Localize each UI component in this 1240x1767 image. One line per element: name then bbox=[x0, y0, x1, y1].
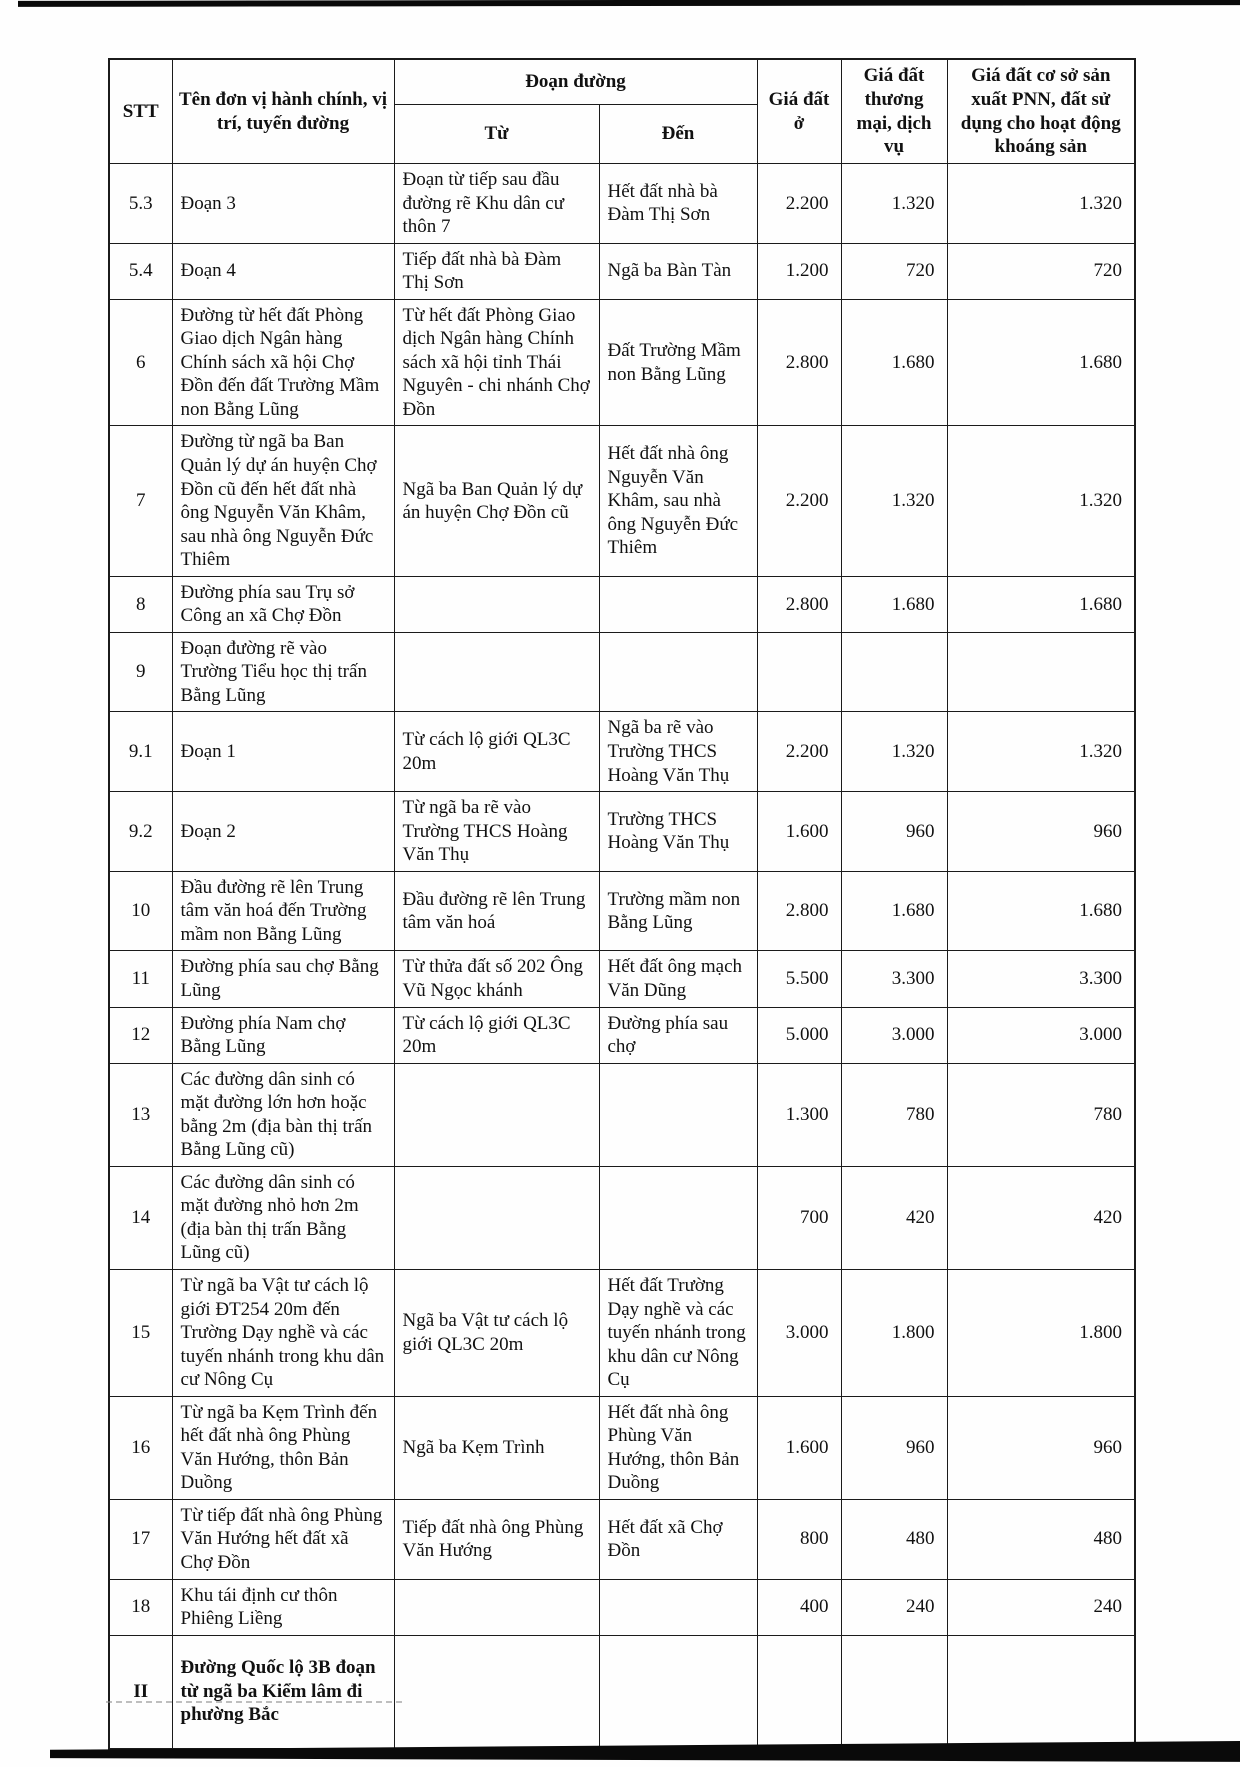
cell-to: Hết đất xã Chợ Đồn bbox=[599, 1499, 757, 1579]
cell-admin-unit: Từ tiếp đất nhà ông Phùng Văn Hướng hết đất xã Chợ Đồn bbox=[172, 1499, 394, 1579]
cell-admin-unit: Đường phía sau chợ Bằng Lũng bbox=[172, 951, 394, 1007]
cell-to: Ngã ba rẽ vào Trường THCS Hoàng Văn Thụ bbox=[599, 712, 757, 792]
cell-admin-unit: Các đường dân sinh có mặt đường nhỏ hơn 2m (địa bàn thị trấn Bằng Lũng cũ) bbox=[172, 1166, 394, 1269]
cell-to: Đất Trường Mầm non Bằng Lũng bbox=[599, 299, 757, 426]
cell-price-residential: 2.200 bbox=[757, 164, 841, 244]
cell-price-commercial: 1.320 bbox=[841, 712, 947, 792]
table-row bbox=[109, 1579, 1135, 1635]
cell-to: Đường phía sau chợ bbox=[599, 1007, 757, 1063]
cell-price-commercial: 1.680 bbox=[841, 871, 947, 951]
cell-to bbox=[599, 632, 757, 712]
cell-price-pnn: 1.320 bbox=[947, 164, 1135, 244]
cell-price-pnn: 3.000 bbox=[947, 1007, 1135, 1063]
cell-admin-unit: Từ ngã ba Kẹm Trình đến hết đất nhà ông Phùng Văn Hướng, thôn Bản Duồng bbox=[172, 1396, 394, 1499]
cell-stt: 11 bbox=[109, 951, 172, 1007]
cell-stt: 6 bbox=[109, 299, 172, 426]
table-header bbox=[109, 59, 1135, 164]
cell-to: Hết đất nhà ông Nguyễn Văn Khâm, sau nhà ông Nguyễn Đức Thiêm bbox=[599, 426, 757, 576]
cell-admin-unit: Đường phía Nam chợ Bằng Lũng bbox=[172, 1007, 394, 1063]
table-row bbox=[109, 1166, 1135, 1269]
table-row bbox=[109, 243, 1135, 299]
table-row bbox=[109, 426, 1135, 576]
table-row bbox=[109, 951, 1135, 1007]
cell-price-residential bbox=[757, 632, 841, 712]
cell-stt: 15 bbox=[109, 1269, 172, 1396]
cell-admin-unit: Từ ngã ba Vật tư cách lộ giới ĐT254 20m đến Trường Dạy nghề và các tuyến nhánh trong khu dân cư Nông Cụ bbox=[172, 1269, 394, 1396]
cell-stt: 18 bbox=[109, 1579, 172, 1635]
cell-price-commercial: 1.800 bbox=[841, 1269, 947, 1396]
cell-from: Ngã ba Vật tư cách lộ giới QL3C 20m bbox=[394, 1269, 599, 1396]
cell-price-commercial: 780 bbox=[841, 1063, 947, 1166]
cell-price-pnn: 1.320 bbox=[947, 712, 1135, 792]
cell-price-commercial: 1.680 bbox=[841, 576, 947, 632]
cell-stt: 13 bbox=[109, 1063, 172, 1166]
table-row bbox=[109, 299, 1135, 426]
cell-to: Trường mầm non Bằng Lũng bbox=[599, 871, 757, 951]
cell-price-residential: 3.000 bbox=[757, 1269, 841, 1396]
cell-price-commercial: 1.320 bbox=[841, 426, 947, 576]
cell-stt: 12 bbox=[109, 1007, 172, 1063]
cell-price-pnn bbox=[947, 1635, 1135, 1749]
table-row bbox=[109, 1635, 1135, 1749]
cell-to bbox=[599, 1166, 757, 1269]
cell-stt: 9.1 bbox=[109, 712, 172, 792]
cell-stt: 16 bbox=[109, 1396, 172, 1499]
cell-price-residential: 1.600 bbox=[757, 1396, 841, 1499]
cell-admin-unit: Các đường dân sinh có mặt đường lớn hơn hoặc bằng 2m (địa bàn thị trấn Bằng Lũng cũ) bbox=[172, 1063, 394, 1166]
cell-to: Hết đất ông mạch Văn Dũng bbox=[599, 951, 757, 1007]
cell-to bbox=[599, 1635, 757, 1749]
cell-price-residential: 5.000 bbox=[757, 1007, 841, 1063]
table-row bbox=[109, 1063, 1135, 1166]
cell-price-commercial: 960 bbox=[841, 1396, 947, 1499]
cell-stt: 10 bbox=[109, 871, 172, 951]
table-row bbox=[109, 632, 1135, 712]
cell-price-pnn: 960 bbox=[947, 1396, 1135, 1499]
cell-from bbox=[394, 1579, 599, 1635]
cell-to: Trường THCS Hoàng Văn Thụ bbox=[599, 792, 757, 872]
cell-from bbox=[394, 576, 599, 632]
cell-from: Từ cách lộ giới QL3C 20m bbox=[394, 712, 599, 792]
table-row bbox=[109, 1396, 1135, 1499]
cell-stt: 17 bbox=[109, 1499, 172, 1579]
cell-admin-unit: Đoạn đường rẽ vào Trường Tiểu học thị trấn Bằng Lũng bbox=[172, 632, 394, 712]
cell-price-residential: 2.200 bbox=[757, 426, 841, 576]
cell-price-commercial: 720 bbox=[841, 243, 947, 299]
cell-from: Từ hết đất Phòng Giao dịch Ngân hàng Chính sách xã hội tỉnh Thái Nguyên - chi nhánh Chợ Đồn bbox=[394, 299, 599, 426]
cell-from: Từ cách lộ giới QL3C 20m bbox=[394, 1007, 599, 1063]
scan-artifact-top-bar bbox=[18, 0, 1240, 7]
cell-price-pnn: 1.680 bbox=[947, 299, 1135, 426]
cell-price-commercial: 420 bbox=[841, 1166, 947, 1269]
cell-admin-unit: Đường Quốc lộ 3B đoạn từ ngã ba Kiểm lâm đi phường Bắc bbox=[172, 1635, 394, 1749]
cell-admin-unit: Đường từ hết đất Phòng Giao dịch Ngân hàng Chính sách xã hội Chợ Đồn đến đất Trường Mầm non Bằng Lũng bbox=[172, 299, 394, 426]
cell-admin-unit: Đầu đường rẽ lên Trung tâm văn hoá đến Trường mầm non Bằng Lũng bbox=[172, 871, 394, 951]
cell-to bbox=[599, 576, 757, 632]
cell-to bbox=[599, 1063, 757, 1166]
cell-price-commercial: 3.000 bbox=[841, 1007, 947, 1063]
cell-admin-unit: Đoạn 3 bbox=[172, 164, 394, 244]
cell-from: Từ ngã ba rẽ vào Trường THCS Hoàng Văn Thụ bbox=[394, 792, 599, 872]
table-row bbox=[109, 1269, 1135, 1396]
table-row bbox=[109, 1007, 1135, 1063]
cell-price-residential: 800 bbox=[757, 1499, 841, 1579]
cell-price-pnn: 240 bbox=[947, 1579, 1135, 1635]
header-from: Từ bbox=[394, 105, 599, 164]
cell-admin-unit: Đoạn 4 bbox=[172, 243, 394, 299]
table-row bbox=[109, 712, 1135, 792]
cell-price-residential: 1.300 bbox=[757, 1063, 841, 1166]
cell-price-pnn: 1.680 bbox=[947, 871, 1135, 951]
cell-price-pnn: 960 bbox=[947, 792, 1135, 872]
cell-stt: 14 bbox=[109, 1166, 172, 1269]
cell-price-pnn: 1.680 bbox=[947, 576, 1135, 632]
cell-to: Hết đất Trường Dạy nghề và các tuyến nhánh trong khu dân cư Nông Cụ bbox=[599, 1269, 757, 1396]
table-row bbox=[109, 164, 1135, 244]
cell-price-pnn bbox=[947, 632, 1135, 712]
cell-price-commercial bbox=[841, 632, 947, 712]
cell-admin-unit: Khu tái định cư thôn Phiêng Liềng bbox=[172, 1579, 394, 1635]
cell-admin-unit: Đoạn 1 bbox=[172, 712, 394, 792]
cell-price-residential bbox=[757, 1635, 841, 1749]
table-row bbox=[109, 792, 1135, 872]
cell-admin-unit: Đoạn 2 bbox=[172, 792, 394, 872]
cell-from bbox=[394, 632, 599, 712]
cell-price-pnn: 480 bbox=[947, 1499, 1135, 1579]
header-stt: STT bbox=[109, 59, 172, 164]
cell-to bbox=[599, 1579, 757, 1635]
cell-price-commercial: 1.320 bbox=[841, 164, 947, 244]
cell-stt: 9.2 bbox=[109, 792, 172, 872]
cell-price-residential: 2.800 bbox=[757, 576, 841, 632]
cell-admin-unit: Đường từ ngã ba Ban Quản lý dự án huyện Chợ Đồn cũ đến hết đất nhà ông Nguyễn Văn Khâm, sau nhà ông Nguyễn Đức Thiêm bbox=[172, 426, 394, 576]
cell-from: Đầu đường rẽ lên Trung tâm văn hoá bbox=[394, 871, 599, 951]
table-row bbox=[109, 871, 1135, 951]
cell-stt: 5.3 bbox=[109, 164, 172, 244]
cell-stt: II bbox=[109, 1635, 172, 1749]
cell-price-residential: 2.800 bbox=[757, 871, 841, 951]
cell-stt: 9 bbox=[109, 632, 172, 712]
cell-price-residential: 2.200 bbox=[757, 712, 841, 792]
land-price-table bbox=[108, 58, 1136, 1750]
cell-stt: 8 bbox=[109, 576, 172, 632]
cell-price-residential: 400 bbox=[757, 1579, 841, 1635]
cell-from bbox=[394, 1166, 599, 1269]
cell-stt: 7 bbox=[109, 426, 172, 576]
cell-from: Đoạn từ tiếp sau đầu đường rẽ Khu dân cư thôn 7 bbox=[394, 164, 599, 244]
cell-from: Tiếp đất nhà bà Đàm Thị Sơn bbox=[394, 243, 599, 299]
cell-from bbox=[394, 1635, 599, 1749]
header-to: Đến bbox=[599, 105, 757, 164]
cell-stt: 5.4 bbox=[109, 243, 172, 299]
scan-artifact-ghost-line bbox=[106, 1701, 402, 1703]
table-row bbox=[109, 1499, 1135, 1579]
cell-price-commercial: 960 bbox=[841, 792, 947, 872]
cell-price-commercial: 3.300 bbox=[841, 951, 947, 1007]
table-body bbox=[109, 164, 1135, 1749]
cell-price-residential: 1.200 bbox=[757, 243, 841, 299]
cell-price-pnn: 1.320 bbox=[947, 426, 1135, 576]
header-price-commercial: Giá đất thương mại, dịch vụ bbox=[841, 59, 947, 164]
header-price-pnn: Giá đất cơ sở sản xuất PNN, đất sử dụng cho hoạt động khoáng sản bbox=[947, 59, 1135, 164]
cell-price-pnn: 1.800 bbox=[947, 1269, 1135, 1396]
cell-price-residential: 1.600 bbox=[757, 792, 841, 872]
cell-from: Ngã ba Kẹm Trình bbox=[394, 1396, 599, 1499]
header-admin-unit: Tên đơn vị hành chính, vị trí, tuyến đường bbox=[172, 59, 394, 164]
cell-to: Hết đất nhà bà Đàm Thị Sơn bbox=[599, 164, 757, 244]
cell-price-commercial: 240 bbox=[841, 1579, 947, 1635]
cell-price-pnn: 3.300 bbox=[947, 951, 1135, 1007]
cell-price-commercial: 1.680 bbox=[841, 299, 947, 426]
table-row bbox=[109, 576, 1135, 632]
cell-price-pnn: 420 bbox=[947, 1166, 1135, 1269]
cell-price-pnn: 780 bbox=[947, 1063, 1135, 1166]
cell-to: Hết đất nhà ông Phùng Văn Hướng, thôn Bản Duồng bbox=[599, 1396, 757, 1499]
cell-price-commercial: 480 bbox=[841, 1499, 947, 1579]
cell-from: Từ thửa đất số 202 Ông Vũ Ngọc khánh bbox=[394, 951, 599, 1007]
cell-admin-unit: Đường phía sau Trụ sở Công an xã Chợ Đồn bbox=[172, 576, 394, 632]
cell-from: Tiếp đất nhà ông Phùng Văn Hướng bbox=[394, 1499, 599, 1579]
cell-price-residential: 5.500 bbox=[757, 951, 841, 1007]
cell-price-pnn: 720 bbox=[947, 243, 1135, 299]
cell-from bbox=[394, 1063, 599, 1166]
cell-price-commercial bbox=[841, 1635, 947, 1749]
cell-to: Ngã ba Bàn Tàn bbox=[599, 243, 757, 299]
header-price-residential: Giá đất ở bbox=[757, 59, 841, 164]
cell-price-residential: 2.800 bbox=[757, 299, 841, 426]
cell-from: Ngã ba Ban Quản lý dự án huyện Chợ Đồn cũ bbox=[394, 426, 599, 576]
cell-price-residential: 700 bbox=[757, 1166, 841, 1269]
header-road-section: Đoạn đường bbox=[394, 59, 757, 105]
